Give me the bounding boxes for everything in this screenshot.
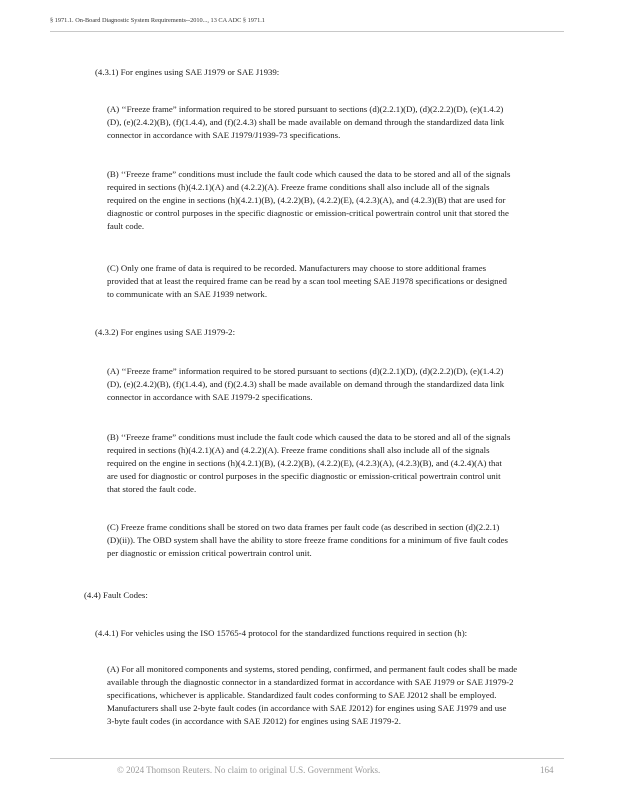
footer-divider xyxy=(50,758,564,759)
paragraph-4-3-1-c xyxy=(107,262,507,301)
paragraph-line: (B) ‘‘Freeze frame” conditions must include the fault code which caused the data to be stored and all of the signals xyxy=(107,169,511,179)
running-header: § 1971.1. On-Board Diagnostic System Requirements--2010..., 13 CA ADC § 1971.1 xyxy=(50,17,265,24)
heading-4-3-2: (4.3.2) For engines using SAE J1979-2: xyxy=(95,327,236,337)
paragraph-line: connector in accordance with SAE J1979-2 specifications. xyxy=(107,392,313,402)
footer-copyright: © 2024 Thomson Reuters. No claim to original U.S. Government Works. xyxy=(117,765,381,775)
paragraph-line: to communicate with an SAE J1939 network. xyxy=(107,289,268,299)
paragraph-line: (A) ‘‘Freeze frame” information required to be stored pursuant to sections (d)(2.2.1)(D), (d)(2.2.2)(D), (e)(1.4.2) xyxy=(107,104,504,114)
paragraph-line: required on the engine in sections (h)(4.2.1)(B), (4.2.2)(B), (4.2.2)(E), (4.2.3)(A), (4.2.3)(B), and (4.2.4)(A) that xyxy=(107,458,502,468)
paragraph-line: (A) ‘‘Freeze frame” information required to be stored pursuant to sections (d)(2.2.1)(D), (d)(2.2.2)(D), (e)(1.4.2) xyxy=(107,366,504,376)
paragraph-line: available through the diagnostic connector in a standardized format in accordance with SAE J1979 or SAE J1979-2 xyxy=(107,677,514,687)
paragraph-line: required in sections (h)(4.2.1)(A) and (4.2.2)(A). Freeze frame conditions shall also include all of the signals xyxy=(107,445,490,455)
paragraph-line: required in sections (h)(4.2.1)(A) and (4.2.2)(A). Freeze frame conditions shall also include all of the signals xyxy=(107,182,490,192)
paragraph-line: provided that at least the required frame can be read by a scan tool meeting SAE J1978 specifications or designed xyxy=(107,276,507,286)
paragraph-4-3-2-b xyxy=(107,431,510,496)
paragraph-4-3-1-a xyxy=(107,103,504,142)
paragraph-line: fault code. xyxy=(107,221,145,231)
paragraph-line: (C) Freeze frame conditions shall be stored on two data frames per fault code (as described in section (d)(2.2.1) xyxy=(107,522,500,532)
page-number: 164 xyxy=(540,765,554,775)
paragraph-line: (B) ‘‘Freeze frame” conditions must include the fault code which caused the data to be stored and all of the signals xyxy=(107,432,511,442)
header-divider xyxy=(50,31,564,32)
paragraph-line: connector in accordance with SAE J1979/J1939-73 specifications. xyxy=(107,130,341,140)
paragraph-4-4-1-a xyxy=(107,663,517,728)
heading-4-4-1: (4.4.1) For vehicles using the ISO 15765-4 protocol for the standardized functions required in section (h): xyxy=(95,628,468,638)
paragraph-4-3-2-c xyxy=(107,521,508,560)
paragraph-line: 3-byte fault codes (in accordance with SAE J2012) for engines using SAE J1979-2. xyxy=(107,716,401,726)
heading-4-3-1: (4.3.1) For engines using SAE J1979 or SAE J1939: xyxy=(95,67,280,77)
paragraph-line: per diagnostic or emission critical powertrain control unit. xyxy=(107,548,312,558)
paragraph-line: diagnostic or control purposes in the specific diagnostic or emission-critical powertrain control unit that stored the xyxy=(107,208,509,218)
paragraph-line: are used for diagnostic or control purposes in the specific diagnostic or emission-critical powertrain control unit xyxy=(107,471,501,481)
paragraph-line: specifications, whichever is applicable. Standardized fault codes conforming to SAE J2012 shall be employed. xyxy=(107,690,497,700)
paragraph-line: (C) Only one frame of data is required to be recorded. Manufacturers may choose to store additional frames xyxy=(107,263,487,273)
paragraph-line: (D)(ii)). The OBD system shall have the ability to store freeze frame conditions for a minimum of five fault codes xyxy=(107,535,508,545)
paragraph-line: (D), (e)(2.4.2)(B), (f)(1.4.4), and (f)(2.4.3) shall be made available on demand through the standardized data link xyxy=(107,117,505,127)
paragraph-line: (D), (e)(2.4.2)(B), (f)(1.4.4), and (f)(2.4.3) shall be made available on demand through the standardized data link xyxy=(107,379,505,389)
heading-4-4: (4.4) Fault Codes: xyxy=(84,590,148,600)
paragraph-line: that stored the fault code. xyxy=(107,484,197,494)
paragraph-4-3-2-a xyxy=(107,365,504,404)
paragraph-line: Manufacturers shall use 2-byte fault codes (in accordance with SAE J2012) for engines using SAE J1979 and use xyxy=(107,703,507,713)
paragraph-4-3-1-b xyxy=(107,168,510,233)
paragraph-line: (A) For all monitored components and systems, stored pending, confirmed, and permanent fault codes shall be made xyxy=(107,664,518,674)
paragraph-line: required on the engine in sections (h)(4.2.1)(B), (4.2.2)(B), (4.2.2)(E), (4.2.3)(A), and (4.2.3)(B) that are used for xyxy=(107,195,506,205)
